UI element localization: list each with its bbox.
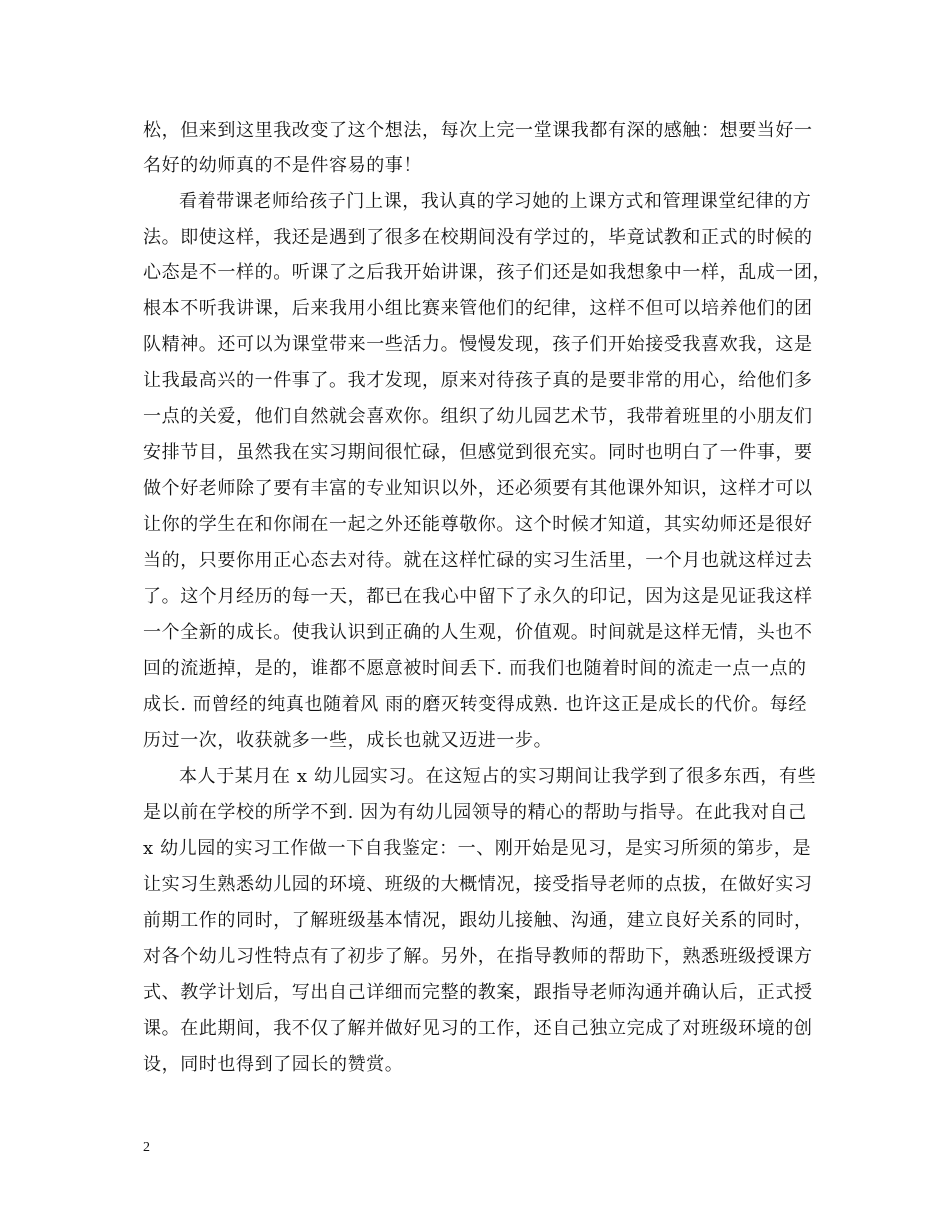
text-line: 历过一次，收获就多一些，成长也就又迈进一步。: [143, 730, 553, 751]
text-line: 松，但来到这里我改变了这个想法，每次上完一堂课我都有深的感触：想要当好一: [143, 120, 813, 141]
text-line: 根本不听我讲课，后来我用小组比赛来管他们的纪律，这样不但可以培养他们的团: [143, 298, 813, 319]
text-line: 一个全新的成长。使我认识到正确的人生观，价值观。时间就是这样无情，头也不: [143, 622, 813, 643]
page-number: 2: [143, 1140, 150, 1155]
text-line: 做个好老师除了要有丰富的专业知识以外，还必须要有其他课外知识，这样才可以: [143, 478, 813, 499]
text-line: 式、教学计划后，写出自己详细而完整的教案，跟指导老师沟通并确认后，正式授: [143, 982, 813, 1003]
text-line: 了。这个月经历的每一天，都已在我心中留下了永久的印记，因为这是见证我这样: [143, 586, 813, 607]
text-line: 一点的关爱，他们自然就会喜欢你。组织了幼儿园艺术节，我带着班里的小朋友们: [143, 406, 813, 427]
text-line: 让我最高兴的一件事了。我才发现，原来对待孩子真的是要非常的用心，给他们多: [143, 370, 813, 391]
text-line: 对各个幼儿习性特点有了初步了解。另外，在指导教师的帮助下，熟悉班级授课方: [143, 946, 813, 967]
text-line: 法。即使这样，我还是遇到了很多在校期间没有学过的，毕竟试教和正式的时候的: [143, 227, 813, 248]
text-line: 回的流逝掉，是的，谁都不愿意被时间丢下. 而我们也随着时间的流走一点一点的: [143, 658, 807, 679]
text-line: 前期工作的同时，了解班级基本情况，跟幼儿接触、沟通，建立良好关系的同时，: [143, 910, 813, 931]
text-line: 课。在此期间，我不仅了解并做好见习的工作，还自己独立完成了对班级环境的创: [143, 1018, 813, 1039]
text-line: x 幼儿园的实习工作做一下自我鉴定：一、刚开始是见习，是实习所须的第步，是: [143, 838, 812, 859]
text-line: 成长. 而曾经的纯真也随着风 雨的磨灭转变得成熟. 也许这正是成长的代价。每经: [143, 694, 808, 715]
paragraph-start-line: 看着带课老师给孩子门上课，我认真的学习她的上课方式和管理课堂纪律的方: [179, 191, 812, 212]
text-line: 当的，只要你用正心态去对待。就在这样忙碌的实习生活里，一个月也就这样过去: [143, 550, 813, 571]
text-line: 队精神。还可以为课堂带来一些活力。慢慢发现，孩子们开始接受我喜欢我，这是: [143, 334, 813, 355]
text-line: 名好的幼师真的不是件容易的事！: [143, 155, 422, 176]
text-line: 安排节目，虽然我在实习期间很忙碌，但感觉到很充实。同时也明白了一件事，要: [143, 442, 813, 463]
text-line: 心态是不一样的。听课了之后我开始讲课，孩子们还是如我想象中一样，乱成一团，: [143, 262, 832, 283]
text-line: 让你的学生在和你闹在一起之外还能尊敬你。这个时候才知道，其实幼师还是很好: [143, 514, 813, 535]
paragraph-start-line: 本人于某月在 x 幼儿园实习。在这短占的实习期间让我学到了很多东西，有些: [179, 766, 817, 787]
text-line: 让实习生熟悉幼儿园的环境、班级的大概情况，接受指导老师的点拔，在做好实习: [143, 874, 813, 895]
text-line: 是以前在学校的所学不到. 因为有幼儿园领导的精心的帮助与指导。在此我对自己: [143, 802, 807, 823]
text-line: 设，同时也得到了园长的赞赏。: [143, 1054, 404, 1075]
